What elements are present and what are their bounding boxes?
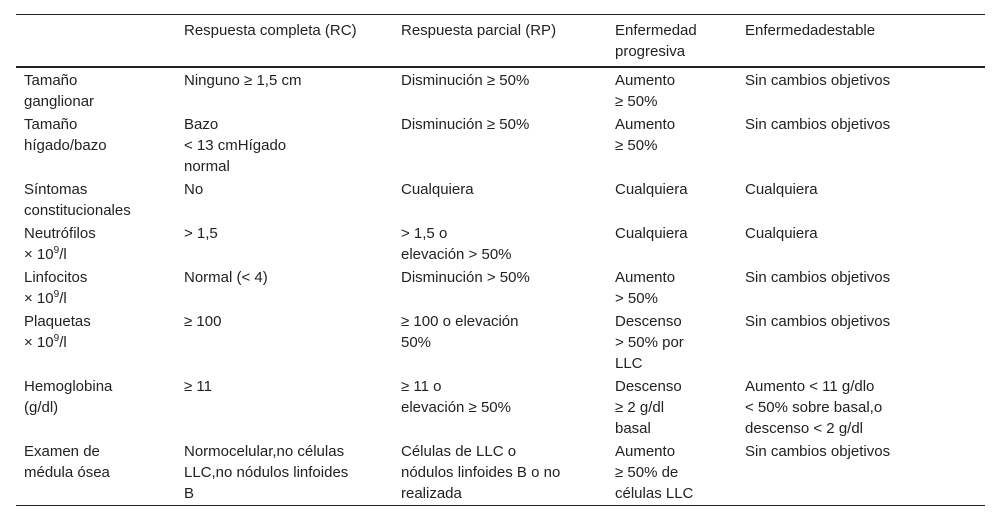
unit-tail: /l xyxy=(59,334,67,351)
table-cell: Cualquiera xyxy=(615,181,688,198)
table-row xyxy=(16,178,985,222)
header-cell: Enfermedad progresiva xyxy=(615,22,697,60)
table-cell: Disminución ≥ 50% xyxy=(401,116,530,133)
table-cell: Sin cambios objetivos xyxy=(745,72,891,89)
table-row xyxy=(16,310,985,375)
table-cell: ≥ 100 xyxy=(184,313,222,330)
header-cell: Enfermedadestable xyxy=(745,22,876,39)
table-cell: Aumento ≥ 50% de células LLC xyxy=(615,443,694,502)
table-cell: ≥ 11 o elevación ≥ 50% xyxy=(401,378,511,416)
row-label: Examen de médula ósea xyxy=(24,443,110,481)
row-label xyxy=(16,222,176,266)
row-label xyxy=(16,266,176,310)
table-cell: Aumento < 11 g/dlo < 50% sobre basal,o descenso < 2 g/dl xyxy=(745,378,883,437)
table-row xyxy=(16,67,985,113)
response-criteria-table xyxy=(16,14,985,506)
table-cell: Descenso ≥ 2 g/dl basal xyxy=(615,378,682,437)
table-cell: Aumento ≥ 50% xyxy=(615,72,676,110)
table-cell: Sin cambios objetivos xyxy=(745,313,891,330)
row-label xyxy=(16,310,176,375)
table-cell: > 1,5 xyxy=(184,225,218,242)
table-header xyxy=(16,15,985,68)
table-cell: ≥ 100 o elevación 50% xyxy=(401,313,519,351)
table-body xyxy=(16,67,985,506)
table-cell: Aumento > 50% xyxy=(615,269,676,307)
table-cell: ≥ 11 xyxy=(184,378,212,395)
table-cell: > 1,5 o elevación > 50% xyxy=(401,225,512,263)
row-label-text: Linfocitos × 10 xyxy=(24,269,88,307)
unit-exponent: 9 xyxy=(53,245,60,256)
table-cell: Normocelular,no células LLC,no nódulos linfoides B xyxy=(184,443,349,502)
response-criteria-table-container xyxy=(16,14,985,506)
row-label-text: Neutrófilos × 10 xyxy=(24,225,96,263)
table-row xyxy=(16,266,985,310)
row-label: Tamaño ganglionar xyxy=(24,72,95,110)
row-label-text: Plaquetas × 10 xyxy=(24,313,91,351)
table-cell: Sin cambios objetivos xyxy=(745,443,891,460)
header-cell: Respuesta completa (RC) xyxy=(184,22,357,39)
table-cell: Disminución > 50% xyxy=(401,269,530,286)
table-cell: Células de LLC o nódulos linfoides B o no realizada xyxy=(401,443,561,502)
table-cell: Cualquiera xyxy=(745,225,818,242)
row-label: Síntomas constitucionales xyxy=(24,181,131,219)
header-cell xyxy=(16,15,176,68)
table-cell: Sin cambios objetivos xyxy=(745,269,891,286)
table-cell: Aumento ≥ 50% xyxy=(615,116,676,154)
unit-tail: /l xyxy=(59,290,67,307)
table-cell: No xyxy=(184,181,204,198)
table-cell: Cualquiera xyxy=(745,181,818,198)
table-cell: Descenso > 50% por LLC xyxy=(615,313,684,372)
table-row xyxy=(16,375,985,440)
table-cell: Bazo < 13 cmHígado normal xyxy=(184,116,287,175)
header-cell: Respuesta parcial (RP) xyxy=(401,22,557,39)
table-cell: Normal (< 4) xyxy=(184,269,268,286)
unit-exponent: 9 xyxy=(53,289,60,300)
table-cell: Sin cambios objetivos xyxy=(745,116,891,133)
row-label: Hemoglobina (g/dl) xyxy=(24,378,113,416)
table-cell: Cualquiera xyxy=(615,225,688,242)
unit-exponent: 9 xyxy=(53,333,60,344)
row-label: Tamaño hígado/bazo xyxy=(24,116,107,154)
header-row xyxy=(16,15,985,68)
table-cell: Disminución ≥ 50% xyxy=(401,72,530,89)
table-cell: Cualquiera xyxy=(401,181,474,198)
table-row xyxy=(16,440,985,506)
table-row xyxy=(16,222,985,266)
unit-tail: /l xyxy=(59,246,67,263)
table-cell: Ninguno ≥ 1,5 cm xyxy=(184,72,302,89)
table-row xyxy=(16,113,985,178)
